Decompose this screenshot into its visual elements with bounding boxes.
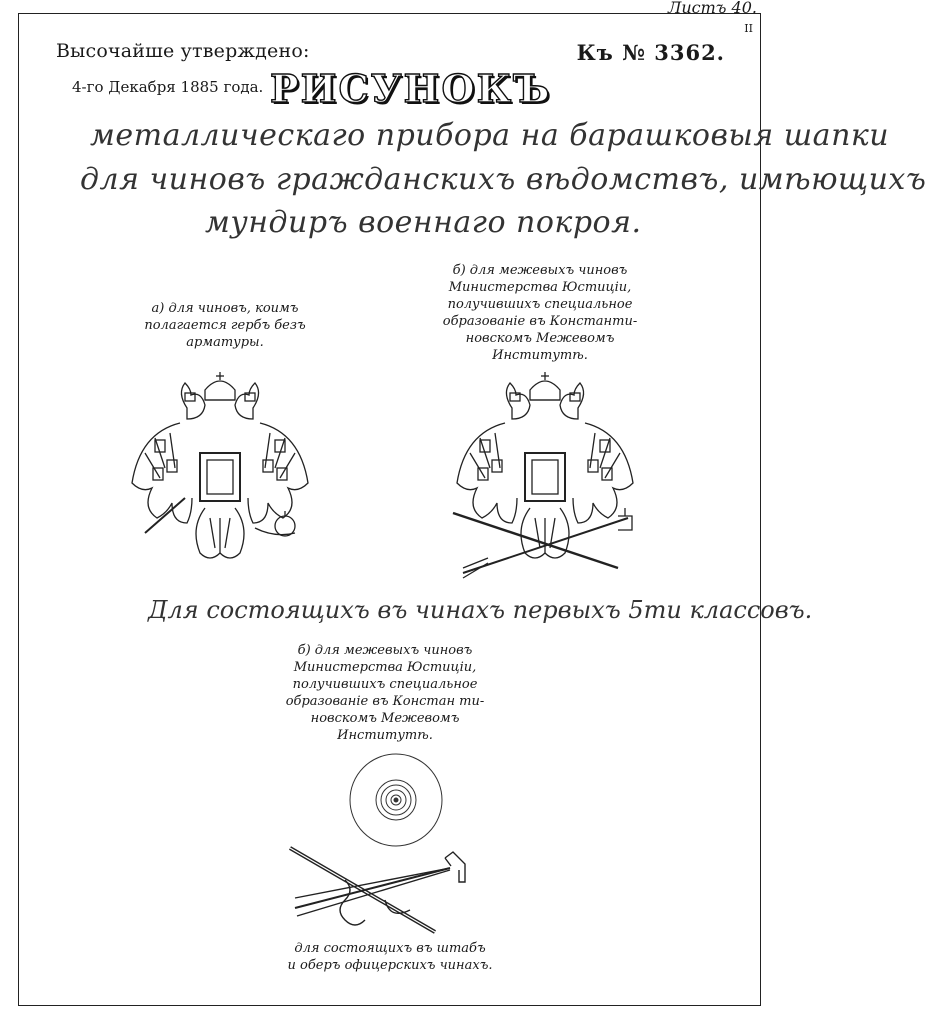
note-a-line: арматуры. (186, 335, 264, 350)
sheet-label: Листъ 40. (668, 0, 757, 17)
note-b-top-line: образованіе въ Константи- (442, 314, 638, 329)
subtitle-line-3: мундиръ военнаго покроя. (205, 205, 642, 240)
double-headed-eagle-icon (125, 368, 315, 588)
double-headed-eagle-icon (448, 368, 648, 588)
roman-numeral: II (744, 22, 753, 35)
note-b-bottom-line: образованіе въ Констан ти- (285, 694, 485, 709)
crossed-instruments-icon (285, 840, 475, 940)
page-title: РИСУНОКЪ (270, 66, 552, 111)
note-b-bottom-line: новскомъ Межевомъ (310, 711, 460, 726)
approval-date: 4-го Декабря 1885 года. (72, 78, 264, 96)
note-b-top-line: б) для межевыхъ чиновъ (452, 263, 628, 278)
note-b-bottom-line: б) для межевыхъ чиновъ (297, 643, 473, 658)
note-b-bottom-line: Институтѣ. (337, 728, 433, 743)
note-c (280, 940, 500, 974)
document-number: Къ № 3362. (576, 40, 725, 65)
note-c-line: для состоящихъ въ штабъ (294, 941, 486, 956)
note-b-bottom (260, 642, 510, 744)
note-c-line: и оберъ офицерскихъ чинахъ. (287, 958, 493, 973)
note-b-top-line: Министерства Юстиціи, (448, 280, 632, 295)
note-a-line: а) для чиновъ, коимъ (151, 301, 299, 316)
cockade-icon (348, 752, 444, 848)
note-b-top (420, 262, 660, 364)
classes-caption: Для состоящихъ въ чинахъ первыхъ 5ти классовъ. (148, 596, 813, 624)
note-b-top-line: получившихъ специальное (447, 297, 633, 312)
note-b-bottom-line: получившихъ специальное (292, 677, 478, 692)
note-b-bottom-line: Министерства Юстиціи, (293, 660, 477, 675)
note-b-top-line: новскомъ Межевомъ (465, 331, 615, 346)
note-a-line: полагается гербъ безъ (144, 318, 306, 333)
subtitle-line-1: металлическаго прибора на барашковыя шапки (90, 118, 890, 153)
subtitle-line-2: для чиновъ гражданскихъ вѣдомствъ, имѣющихъ (80, 162, 926, 197)
note-a (120, 300, 330, 351)
note-b-top-line: Институтѣ. (492, 348, 588, 363)
approved-label: Высочайше утверждено: (56, 40, 310, 62)
